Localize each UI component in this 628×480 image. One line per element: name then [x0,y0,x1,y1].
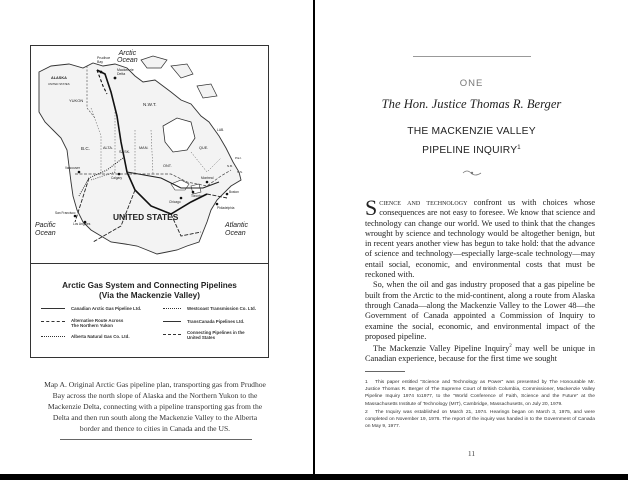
map-label-arctic-ocean: Arctic Ocean [117,50,138,64]
chapter-title-line2-text: PIPELINE INQUIRY [422,145,518,156]
map-label-alaska-us: UNITED STATES [48,82,70,86]
map-label-nwt: N.W.T. [143,102,157,107]
left-page [0,0,313,474]
right-page [315,0,628,474]
caption-rule [60,439,252,440]
legend-item-transcanada: TransCanada Pipelines Ltd. [187,319,245,324]
map-label-atlantic-ocean: Atlantic Ocean [225,222,248,237]
footnote-1-text: This paper entitled “Science and Technology as Power” was presented by The Honourable Mr. Justice Thomas R. Berger of The Supreme Court of British Columbia, Commissioner, Mackenzie Valley Pipeline Inquiry 1974 to1977, to the “World Conference of Faith, Science and the Future” at the Massachusetts Institute of Technology (MIT), Cambridge, Massachusetts, on July 20, 1979. [365,380,595,407]
page-number: 11 [467,449,476,458]
footnote-2-number: 2 [365,409,368,415]
map-label-alaska: ALASKA [51,76,67,80]
paragraph-1-smallcaps: cience and technology [379,198,468,207]
map-label-sask: SASK. [119,150,131,154]
footnote-2-text: The Inquiry was established on March 21, 1974. Hearings began on March 3, 1975, and were completed on November 19, 1976. The report of the inquiry was handed in to the Government of Canada on May 9, 1977. [365,409,595,430]
legend-line-westcoast [163,308,181,309]
map-label-pei: P.E.I. [235,156,242,160]
legend-line-alberta-natural-gas [41,336,65,337]
chapter-author: The Hon. Justice Thomas R. Berger [381,97,562,111]
paragraph-3 [365,342,595,365]
map-label-san-francisco: San Francisco [55,211,76,215]
legend-item-alberta-natural-gas: Alberta Natural Gas Co. Ltd. [71,334,130,339]
footnote-2 [365,409,595,431]
chapter-number: ONE [459,78,484,89]
pipeline-map [30,45,269,264]
paragraph-1 [365,195,595,280]
map-label-boston: Boston [229,190,239,194]
paragraph-2: So, when the oil and gas industry proposed that a gas pipeline be built from the Arctic to the mid-continent, along a route from Alaska through Canada—along the Mackenzie Valley to the Lower 48—the Government of Canada appointed a Commission of Inquiry to examine the social, economic, and environmental impact of the proposed pipeline. [365,280,595,341]
chapter-title [315,123,628,159]
map-label-calgary: Calgary [111,176,122,180]
paragraph-1-text: confront us with choices whose consequences are not easy to foresee. We know that science and technology can change our world. We used to think that the changes wrought by science and technology would be altogether benign, but in recent years another view has begun to take hold: that the advance of science and technology—especially large-scale technology—may entail social, economic, and environmental costs that must be reckoned with. [365,198,595,280]
paragraph-3-text-a: The Mackenzie Valley Pipeline Inquiry [373,344,510,354]
map-label-lab: LAB. [217,128,225,132]
chapter-title-line1: THE MACKENZIE VALLEY [407,126,536,137]
legend-line-transcanada [163,321,181,322]
footnote-marker-2[interactable]: 2 [509,344,512,350]
map-label-pacific-ocean: Pacific Ocean [35,222,56,237]
title-footnote-marker[interactable]: 1 [517,145,521,151]
legend-item-us-connecting: Connecting Pipelines in the United States [187,330,245,340]
drop-cap: S [365,195,378,220]
map-label-united-states: UNITED STATES [113,212,179,222]
map-legend [30,263,269,358]
map-label-ns: N.S. [237,170,243,174]
body-text [365,195,595,365]
map-label-bc: B.C. [81,146,90,151]
map-label-yukon: YUKON [69,98,84,103]
map-label-chicago: Chicago [169,200,181,204]
legend-title-line2: (Via the Mackenzie Valley) [99,291,200,300]
map-label-vancouver: Vancouver [65,166,81,170]
footnote-1 [365,379,595,408]
map-label-toronto: Toronto [191,194,202,198]
map-label-ont: ONT. [163,164,172,168]
map-label-montreal: Montreal [201,176,214,180]
paragraph-3-text-b: may well be unique in Canadian experience, because for the first time we sought [365,344,595,364]
map-label-philadelphia: Philadelphia [217,206,235,210]
map-label-mackenzie-delta: Mackenzie Delta [117,68,134,76]
legend-title-line1: Arctic Gas System and Connecting Pipelines [62,281,237,290]
map-label-nb: N.B. [227,164,233,168]
footnotes [365,379,595,431]
legend-item-arctic-gas: Canadian Arctic Gas Pipeline Ltd. [71,306,142,311]
map-label-que: QUE. [199,146,209,150]
chapter-title-line2 [315,140,628,159]
legend-line-alternative-route [41,321,65,322]
legend-item-alternative-route: Alternative Route Across The Northern Yukon [71,318,124,328]
map-label-los-angeles: Los Angeles [73,222,91,226]
map-label-man: MAN. [139,146,149,150]
map-label-alta: ALTA. [103,146,113,150]
legend-item-westcoast: Westcoast Transmission Co. Ltd. [187,306,256,311]
ornament-icon [461,168,483,178]
map-label-prudhoe-bay: Prudhoe Bay [97,56,111,64]
chapter-top-rule [413,56,531,57]
footnote-rule [365,371,405,372]
footnote-1-number: 1 [365,380,368,385]
legend-line-arctic-gas [41,308,65,309]
map-caption: Map A. Original Arctic Gas pipeline plan, transporting gas from Prudhoe Bay across the north slope of Alaska and the Northern Yukon to the Mackenzie Delta, connecting with a pipeline transporting gas from the Delta and then run south along the Mackenzie Valley to the Alberta border and thence to cities in Canada and the US. [44,380,266,433]
legend-line-us-connecting [163,334,181,335]
